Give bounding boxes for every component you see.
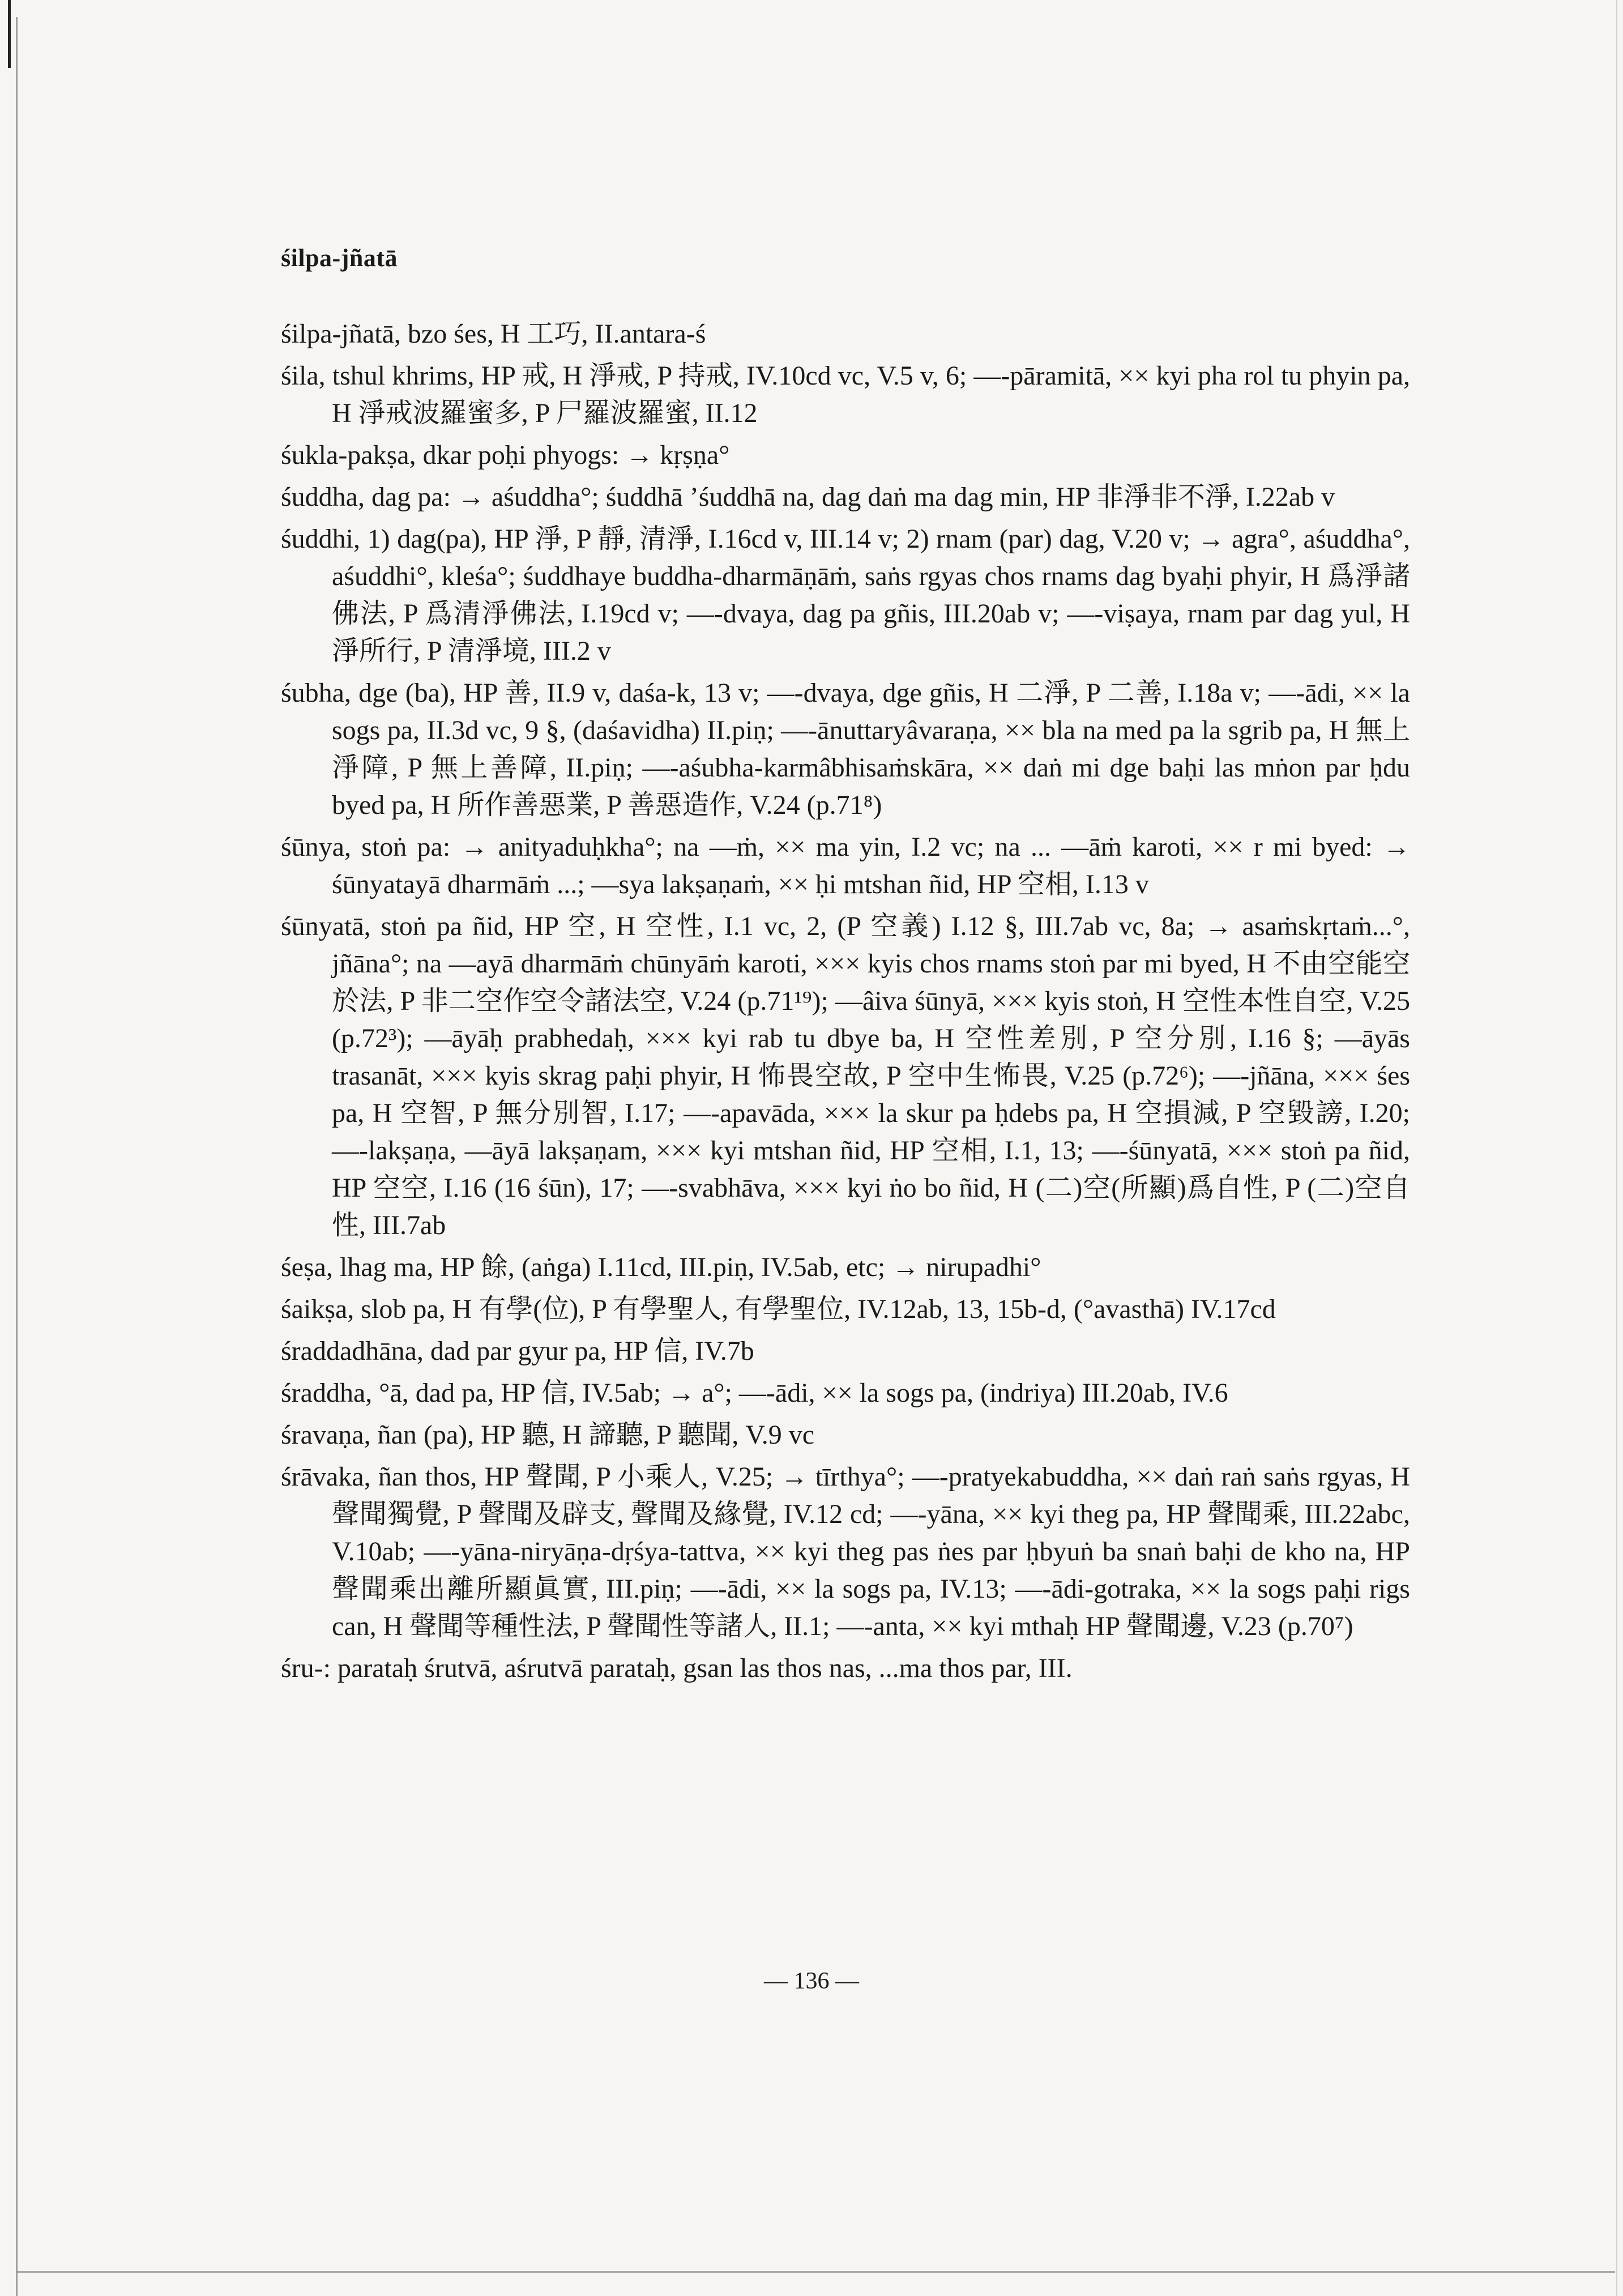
- entry-sukla-paksa: śukla-pakṣa, dkar poḥi phyogs: → kṛṣṇa°: [281, 440, 730, 470]
- entry-sru: śru-: parataḥ śrutvā, aśrutvā parataḥ, gsan las thos nas, ...ma thos par, III.: [281, 1653, 1073, 1683]
- scan-border-right: [1616, 0, 1617, 2296]
- entry-sunya: śūnya, stoṅ pa: → anityaduḥkha°; na —ṁ, ×× ma yin, I.2 vc; na ... —āṁ karoti, ×× r mi byed: → śūnyatayā dharmāṁ ...; —sya lakṣaṇaṁ, ×× ḥi mtshan ñid, HP 空相, I.13 v: [281, 832, 1410, 899]
- scan-border-left: [8, 0, 11, 68]
- entry-subha: śubha, dge (ba), HP 善, II.9 v, daśa-k, 13 v; —-dvaya, dge gñis, H 二淨, P 二善, I.18a v; —-ādi, ×× la sogs pa, II.3d vc, 9 §, (daśavidha) II.piṇ; —-ānuttaryâvaraṇa, ×× bla na med pa la sgrib pa, H 無上淨障, P 無上善障, II.piṇ; —-aśubha-karmâbhisaṁskāra, ×× daṅ mi dge baḥi las mṅon par ḥdu byed pa, H 所作善惡業, P 善惡造作, V.24 (p.71⁸): [281, 678, 1410, 820]
- page-number: — 136 —: [764, 1968, 859, 1994]
- running-head: śilpa-jñatā: [281, 244, 398, 272]
- entry-list: [281, 315, 1410, 1687]
- scan-border-bottom: [17, 2271, 1615, 2273]
- entry-sravana: śravaṇa, ñan (pa), HP 聽, H 諦聽, P 聽聞, V.9 vc: [281, 1420, 815, 1450]
- entry-sraddadhana: śraddadhāna, dad par gyur pa, HP 信, IV.7b: [281, 1336, 754, 1366]
- dictionary-page: [281, 244, 1410, 1692]
- entry-sunyata: śūnyatā, stoṅ pa ñid, HP 空, H 空性, I.1 vc, 2, (P 空義) I.12 §, III.7ab vc, 8a; → asaṁskṛtaṁ...°, jñāna°; na —ayā dharmāṁ chūnyāṁ karoti, ××× kyis chos rnams stoṅ par mi byed, H 不由空能空於法, P 非二空作空令諸法空, V.24 (p.71¹⁹); —âiva śūnyā, ××× kyis stoṅ, H 空性本性自空, V.25 (p.72³); —āyāḥ prabhedaḥ, ××× kyi rab tu dbye ba, H 空性差別, P 空分別, I.16 §; —āyās trasanāt, ××× kyis skrag paḥi phyir, H 怖畏空故, P 空中生怖畏, V.25 (p.72⁶); —-jñāna, ××× śes pa, H 空智, P 無分別智, I.17; —-apavāda, ××× la skur pa ḥdebs pa, H 空損減, P 空毀謗, I.20; —-lakṣaṇa, —āyā lakṣaṇam, ××× kyi mtshan ñid, HP 空相, I.1, 13; —-śūnyatā, ××× stoṅ pa ñid, HP 空空, I.16 (16 śūn), 17; —-svabhāva, ××× kyi ṅo bo ñid, H (二)空(所顯)爲自性, P (二)空自性, III.7ab: [281, 911, 1410, 1240]
- scan-border-left-shadow: [16, 17, 18, 2296]
- entry-sraddha: śraddha, °ā, dad pa, HP 信, IV.5ab; → a°; —-ādi, ×× la sogs pa, (indriya) III.20ab, IV.6: [281, 1378, 1228, 1408]
- entry-silpa-jnata: śilpa-jñatā, bzo śes, H 工巧, II.antara-ś: [281, 319, 706, 349]
- entry-sila: śila, tshul khrims, HP 戒, H 淨戒, P 持戒, IV.10cd vc, V.5 v, 6; —-pāramitā, ×× kyi pha rol tu phyin pa, H 淨戒波羅蜜多, P 尸羅波羅蜜, II.12: [281, 361, 1410, 428]
- entry-sravaka: śrāvaka, ñan thos, HP 聲聞, P 小乘人, V.25; → tīrthya°; —-pratyekabuddha, ×× daṅ raṅ saṅs rgyas, H 聲聞獨覺, P 聲聞及辟支, 聲聞及緣覺, IV.12 cd; —-yāna, ×× kyi theg pa, HP 聲聞乘, III.22abc, V.10ab; —-yāna-niryāṇa-dṛśya-tattva, ×× kyi theg pas ṅes par ḥbyuṅ ba snaṅ baḥi de kho na, HP 聲聞乘出離所顯眞實, III.piṇ; —-ādi, ×× la sogs pa, IV.13; —-ādi-gotraka, ×× la sogs paḥi rigs can, H 聲聞等種性法, P 聲聞性等諸人, II.1; —-anta, ×× kyi mthaḥ HP 聲聞邊, V.23 (p.70⁷): [281, 1462, 1410, 1641]
- entry-saiksa: śaikṣa, slob pa, H 有學(位), P 有學聖人, 有學聖位, IV.12ab, 13, 15b-d, (°avasthā) IV.17cd: [281, 1294, 1276, 1324]
- entry-suddha: śuddha, dag pa: → aśuddha°; śuddhā ’śuddhā na, dag daṅ ma dag min, HP 非淨非不淨, I.22ab v: [281, 482, 1335, 512]
- entry-suddhi: śuddhi, 1) dag(pa), HP 淨, P 靜, 清淨, I.16cd v, III.14 v; 2) rnam (par) dag, V.20 v; → agra°, aśuddha°, aśuddhi°, kleśa°; śuddhaye buddha-dharmāṇāṁ, saṅs rgyas chos rnams dag byaḥi phyir, H 爲淨諸佛法, P 爲清淨佛法, I.19cd v; —-dvaya, dag pa gñis, III.20ab v; —-viṣaya, rnam par dag yul, H 淨所行, P 清淨境, III.2 v: [281, 524, 1410, 666]
- entry-sesa: śeṣa, lhag ma, HP 餘, (aṅga) I.11cd, III.piṇ, IV.5ab, etc; → nirupadhi°: [281, 1252, 1041, 1282]
